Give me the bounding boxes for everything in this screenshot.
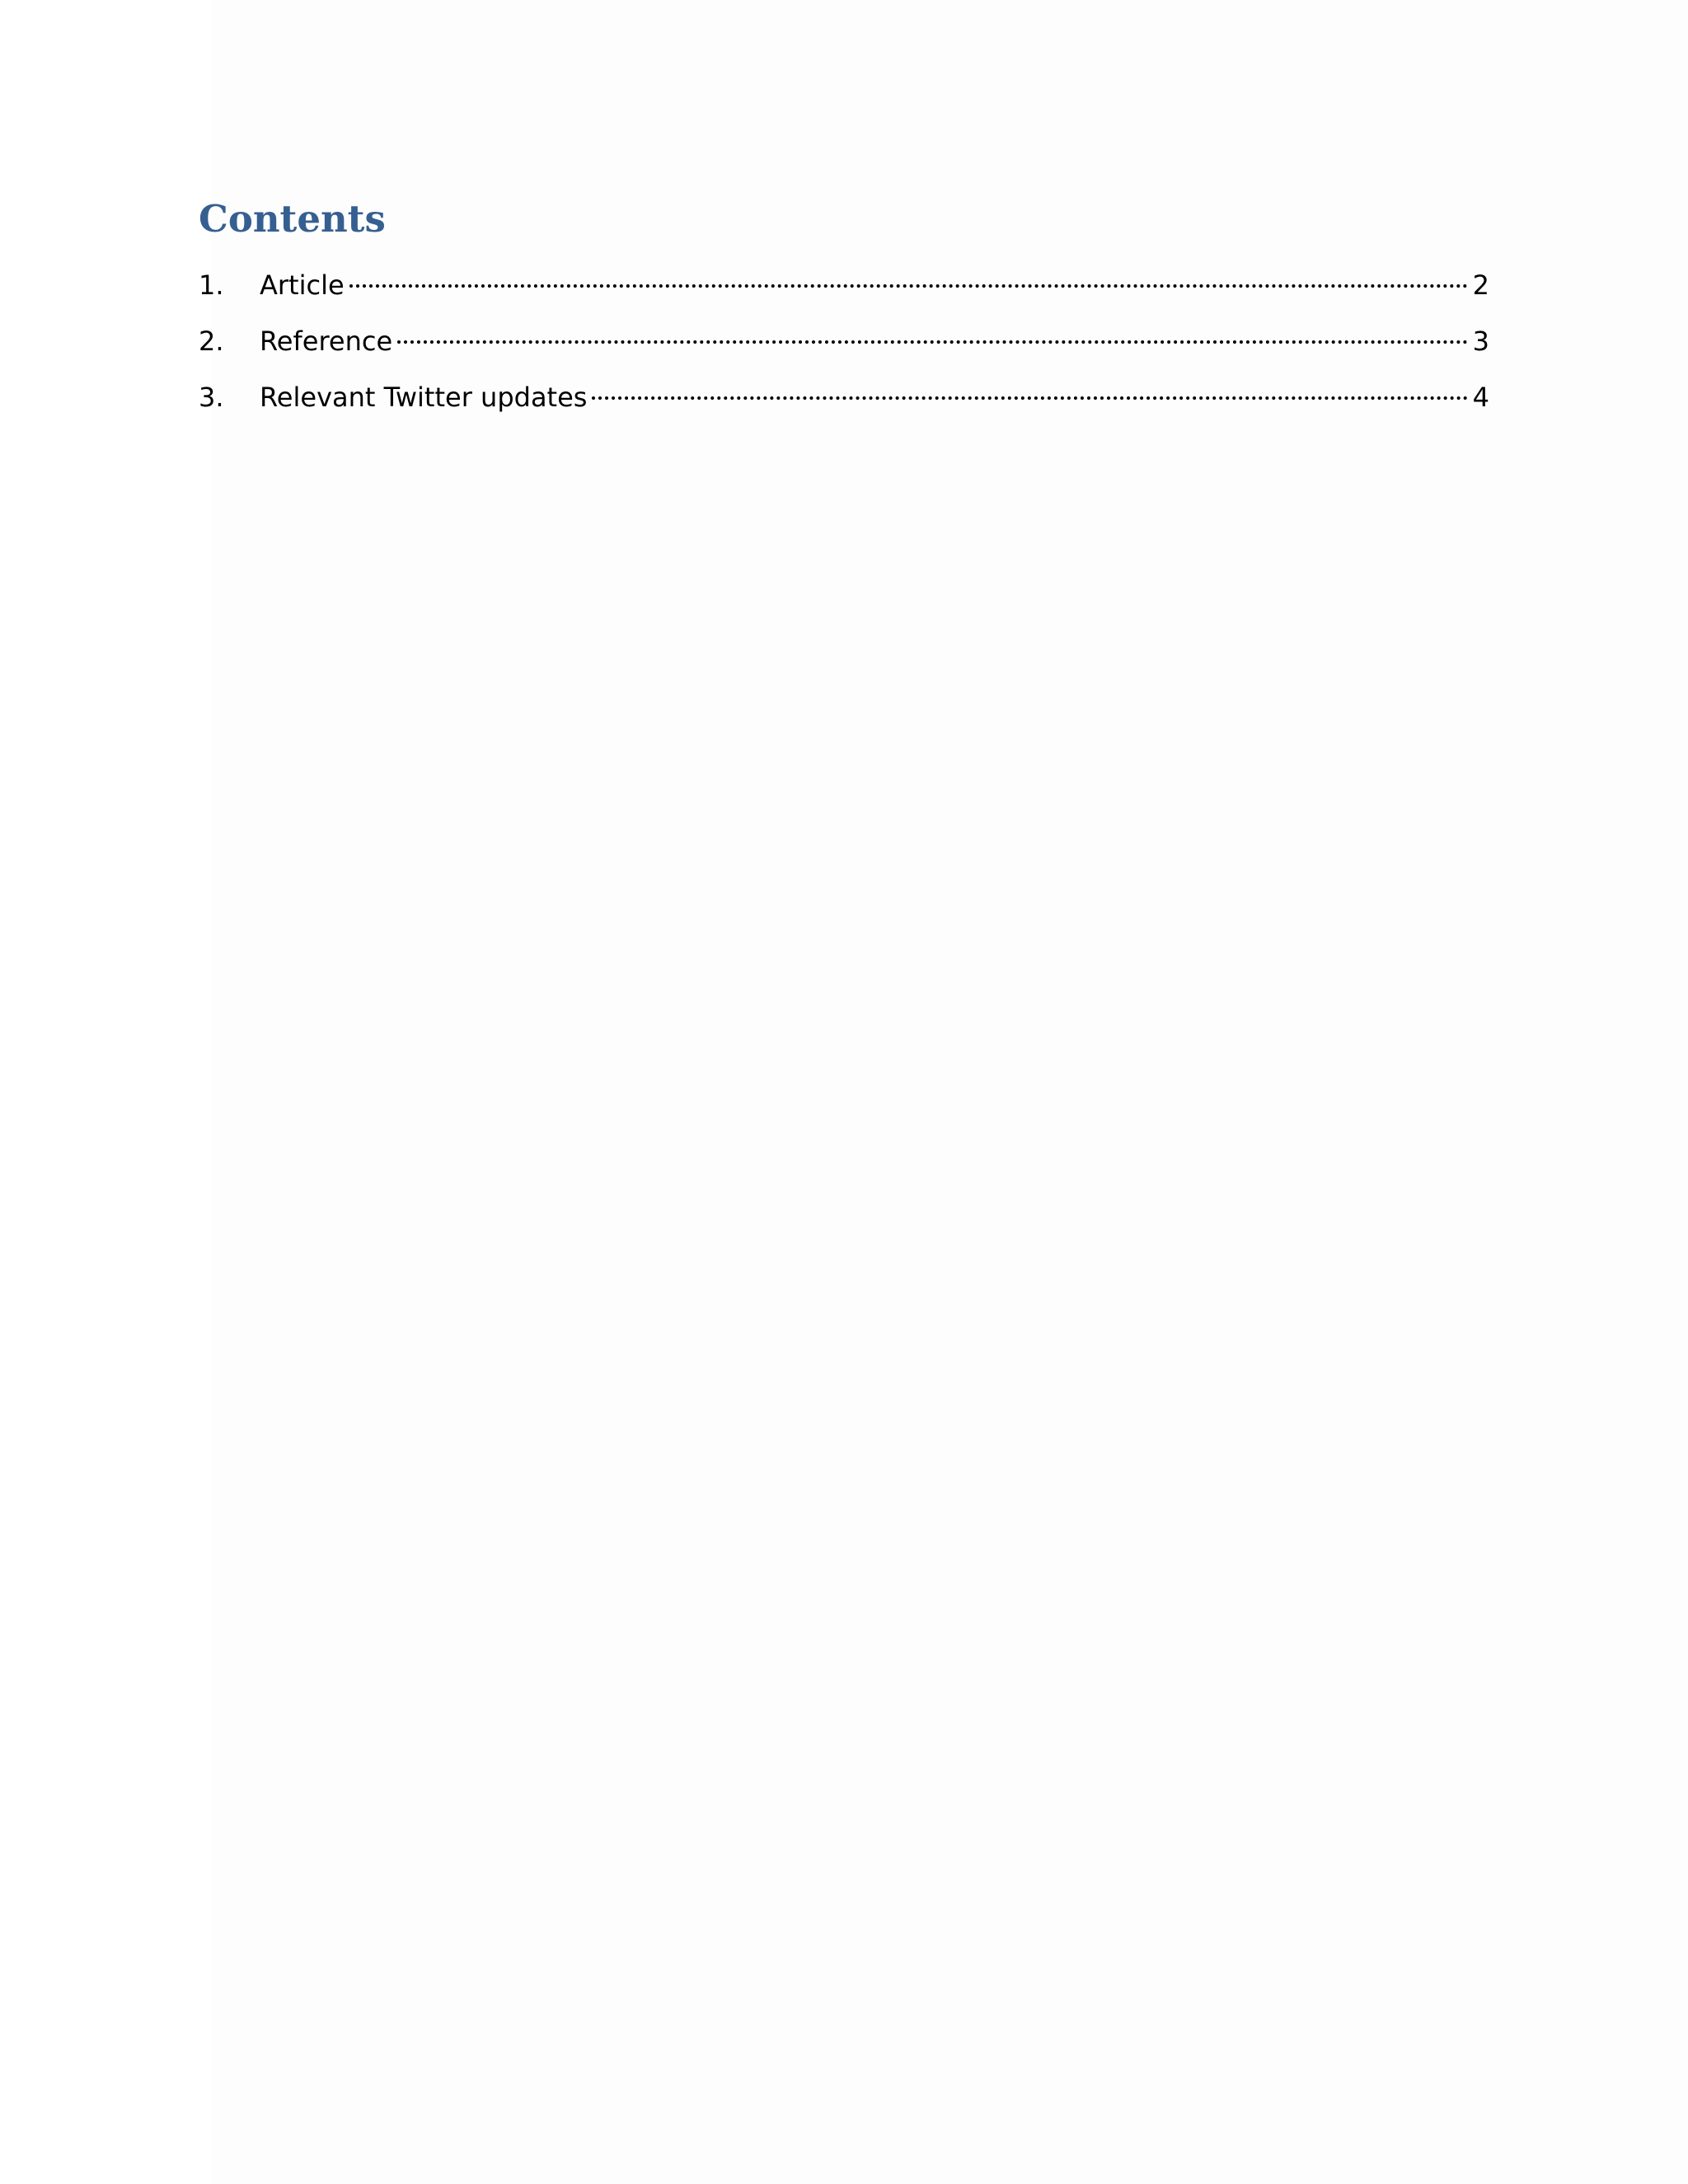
toc-entry-page-number[interactable]: 2	[1472, 269, 1489, 301]
toc-entry-number: 1.	[199, 269, 224, 301]
toc-entry-number: 3.	[199, 382, 224, 413]
toc-entry-reference[interactable]	[199, 318, 1489, 374]
toc-dot-leader	[349, 284, 1468, 288]
toc-entry-text[interactable]: Reference	[260, 326, 393, 357]
toc-entry-text[interactable]: Article	[260, 269, 345, 301]
table-of-contents	[199, 262, 1489, 430]
toc-entry-page-number[interactable]: 3	[1472, 326, 1489, 357]
toc-dot-leader	[397, 340, 1468, 344]
toc-dot-leader	[592, 396, 1467, 400]
toc-entry-page-number[interactable]: 4	[1472, 382, 1489, 413]
toc-entry-text[interactable]: Relevant Twitter updates	[260, 382, 588, 413]
toc-entry-relevant-twitter-updates[interactable]	[199, 374, 1489, 430]
toc-entry-number: 2.	[199, 326, 224, 357]
toc-entry-article[interactable]	[199, 262, 1489, 318]
toc-title: Contents	[199, 197, 386, 241]
